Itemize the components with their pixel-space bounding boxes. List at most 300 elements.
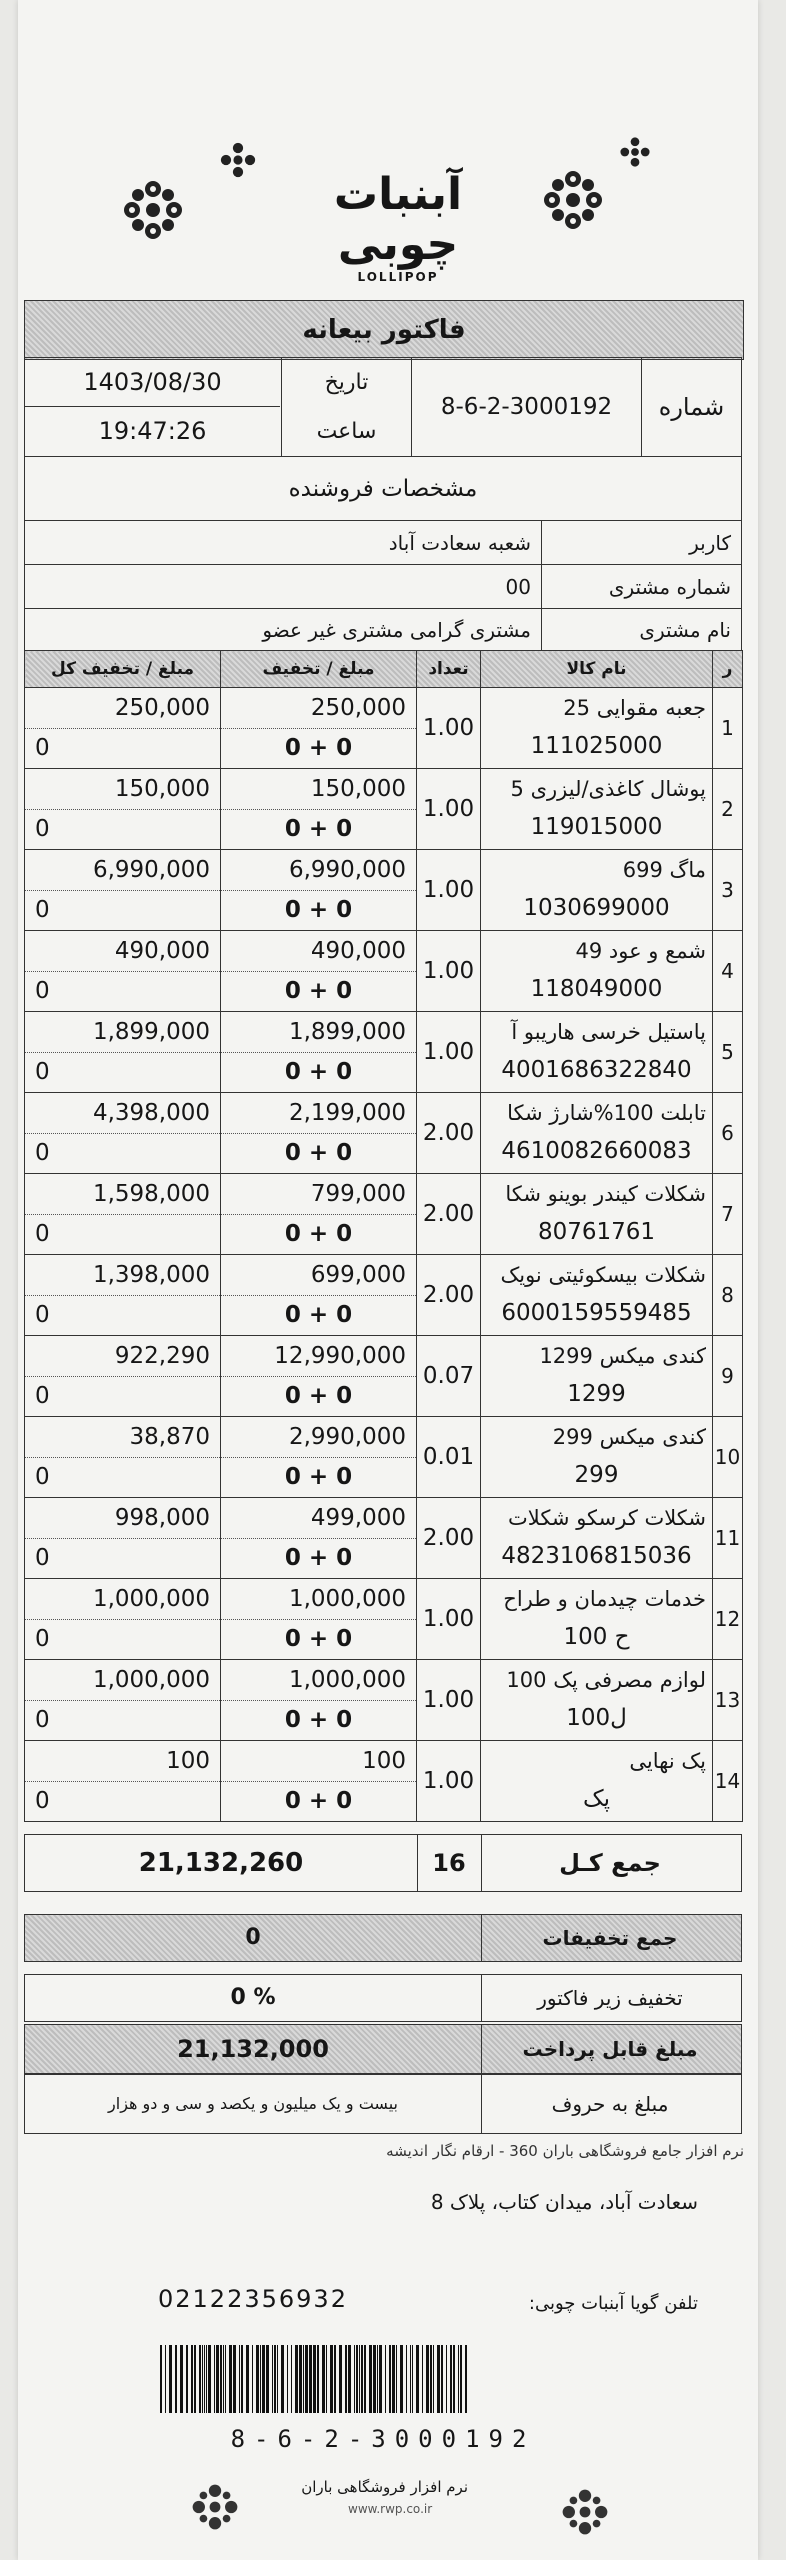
item-total-cell xyxy=(25,1336,221,1417)
barcode-bar xyxy=(412,2345,413,2413)
barcode-bar xyxy=(460,2345,462,2413)
item-total-cell xyxy=(25,850,221,931)
item-unit-cell xyxy=(221,1174,417,1255)
barcode-bar xyxy=(322,2345,325,2413)
item-total-discount: 0 xyxy=(35,1788,50,1814)
item-name-cell xyxy=(481,1498,713,1579)
item-code: 119015000 xyxy=(530,814,663,840)
item-total-discount: 0 xyxy=(35,1302,50,1328)
payable-label: مبلغ قابل پرداخت xyxy=(522,2037,698,2061)
item-total-cell xyxy=(25,1255,221,1336)
item-index: 9 xyxy=(713,1336,743,1417)
item-total: 1,899,000 xyxy=(25,1012,220,1053)
item-index: 6 xyxy=(713,1093,743,1174)
item-unit-discount: 0 + 0 xyxy=(284,978,353,1004)
barcode-bar xyxy=(260,2345,261,2413)
invoice-header-grid xyxy=(24,357,742,457)
barcode-bar xyxy=(295,2345,298,2413)
customer-number-value: 00 xyxy=(25,565,541,609)
table-row xyxy=(25,1417,743,1498)
barcode-bar xyxy=(389,2345,391,2413)
barcode-bar xyxy=(450,2345,452,2413)
invoice-barcode xyxy=(158,2345,608,2413)
item-total: 998,000 xyxy=(25,1498,220,1539)
header-qty: تعداد xyxy=(417,651,481,688)
item-name-cell xyxy=(481,769,713,850)
item-total: 1,398,000 xyxy=(25,1255,220,1296)
item-total-cell xyxy=(25,1012,221,1093)
item-unit-cell xyxy=(221,1012,417,1093)
table-row xyxy=(25,850,743,931)
item-total-cell xyxy=(25,1498,221,1579)
barcode-bar xyxy=(416,2345,419,2413)
item-name: پاستیل خرسی هاریبو آ xyxy=(511,1020,706,1044)
item-total: 1,000,000 xyxy=(25,1579,220,1620)
item-unit-cell xyxy=(221,688,417,769)
item-unit-price: 250,000 xyxy=(221,688,416,729)
item-unit-price: 1,000,000 xyxy=(221,1579,416,1620)
item-unit-price: 1,000,000 xyxy=(221,1660,416,1701)
item-unit-cell xyxy=(221,1660,417,1741)
barcode-bar xyxy=(239,2345,240,2413)
item-unit-price: 100 xyxy=(221,1741,416,1782)
item-total-discount: 0 xyxy=(35,1140,50,1166)
barcode-bar xyxy=(291,2345,292,2413)
customer-number-label: شماره مشتری xyxy=(541,565,741,609)
vendor-logo-right-icon xyxy=(558,2485,612,2539)
barcode-bar xyxy=(410,2345,411,2413)
item-unit-cell xyxy=(221,850,417,931)
item-qty: 0.07 xyxy=(417,1336,481,1417)
item-unit-cell xyxy=(221,1093,417,1174)
item-total-discount: 0 xyxy=(35,1383,50,1409)
item-name: خدمات چیدمان و طراح xyxy=(503,1587,706,1611)
item-total-discount: 0 xyxy=(35,1545,50,1571)
item-total-discount: 0 xyxy=(35,735,50,761)
barcode-bar xyxy=(396,2345,397,2413)
barcode-bar xyxy=(317,2345,319,2413)
barcode-bar xyxy=(216,2345,219,2413)
item-index: 4 xyxy=(713,931,743,1012)
vendor-url: www.rwp.co.ir xyxy=(348,2502,433,2516)
item-name: شکلات کرسکو شکلات xyxy=(508,1506,706,1530)
date-label: تاریخ xyxy=(281,358,411,407)
item-total-discount: 0 xyxy=(35,1626,50,1652)
item-unit-discount: 0 + 0 xyxy=(284,1383,353,1409)
barcode-bar xyxy=(220,2345,222,2413)
table-row xyxy=(25,688,743,769)
vendor-name: نرم افزار فروشگاهی باران xyxy=(301,2478,468,2496)
barcode-bar xyxy=(453,2345,455,2413)
table-row xyxy=(25,1498,743,1579)
barcode-bar xyxy=(422,2345,423,2413)
barcode-bar xyxy=(356,2345,358,2413)
barcode-number: 8-6-2-3000192 xyxy=(230,2425,536,2453)
items-table xyxy=(24,650,743,1822)
item-name: شکلات بیسکوئیتی نویک xyxy=(500,1263,706,1287)
item-unit-price: 699,000 xyxy=(221,1255,416,1296)
invoice-discount-value: 0 % xyxy=(25,1975,482,2021)
barcode-bar xyxy=(345,2345,347,2413)
item-qty: 1.00 xyxy=(417,769,481,850)
user-label: کاربر xyxy=(541,521,741,565)
item-unit-discount: 0 + 0 xyxy=(284,816,353,842)
item-name: پک نهایی xyxy=(629,1749,706,1773)
item-name: جعبه مقوایی 25 xyxy=(563,696,706,720)
barcode-bar xyxy=(441,2345,443,2413)
item-code: 4001686322840 xyxy=(501,1057,692,1083)
barcode-bar xyxy=(430,2345,432,2413)
sum-row xyxy=(24,1834,742,1892)
item-qty: 1.00 xyxy=(417,1012,481,1093)
item-total: 150,000 xyxy=(25,769,220,810)
item-unit-price: 499,000 xyxy=(221,1498,416,1539)
item-name: پوشال کاغذی/لیزری 5 xyxy=(510,777,706,801)
barcode-bar xyxy=(400,2345,403,2413)
barcode-bar xyxy=(458,2345,459,2413)
item-qty: 1.00 xyxy=(417,688,481,769)
item-total-discount: 0 xyxy=(35,1221,50,1247)
barcode-bar xyxy=(326,2345,327,2413)
item-total-cell xyxy=(25,769,221,850)
phone-label: تلفن گویا آبنبات چوبی: xyxy=(528,2293,698,2314)
item-total-cell xyxy=(25,1417,221,1498)
barcode-bar xyxy=(303,2345,304,2413)
table-row xyxy=(25,769,743,850)
item-index: 10 xyxy=(713,1417,743,1498)
sum-amount: 21,132,260 xyxy=(25,1835,418,1891)
item-name-cell xyxy=(481,1660,713,1741)
barcode-bar xyxy=(272,2345,273,2413)
item-unit-discount: 0 + 0 xyxy=(284,1059,353,1085)
item-qty: 2.00 xyxy=(417,1174,481,1255)
item-total-cell xyxy=(25,1174,221,1255)
user-value: شعبه سعادت آباد xyxy=(25,521,541,565)
item-code: 1030699000 xyxy=(523,895,670,921)
barcode-bar xyxy=(165,2345,166,2413)
amount-in-words-value: بیست و یک میلیون و یکصد و سی و دو هزار xyxy=(25,2075,482,2133)
item-qty: 1.00 xyxy=(417,931,481,1012)
barcode-bar xyxy=(305,2345,308,2413)
item-unit-cell xyxy=(221,1417,417,1498)
item-total: 490,000 xyxy=(25,931,220,972)
barcode-bar xyxy=(313,2345,316,2413)
barcode-bar xyxy=(262,2345,265,2413)
item-unit-cell xyxy=(221,931,417,1012)
item-total-cell xyxy=(25,688,221,769)
brand-name-fa: آبنبات چوبی xyxy=(333,169,463,270)
item-code: پک xyxy=(583,1786,610,1812)
item-name-cell xyxy=(481,1336,713,1417)
barcode-bar xyxy=(266,2345,269,2413)
item-unit-price: 1,899,000 xyxy=(221,1012,416,1053)
invoice-time: 19:47:26 xyxy=(98,417,207,445)
barcode-bar xyxy=(334,2345,336,2413)
item-code: 80761761 xyxy=(537,1219,656,1245)
table-row xyxy=(25,1660,743,1741)
item-total-cell xyxy=(25,1660,221,1741)
barcode-bar xyxy=(169,2345,172,2413)
sum-label: جمع کـل xyxy=(559,1849,661,1877)
barcode-bar xyxy=(199,2345,201,2413)
item-unit-discount: 0 + 0 xyxy=(284,1788,353,1814)
item-index: 7 xyxy=(713,1174,743,1255)
barcode-bar xyxy=(339,2345,342,2413)
invoice-discount-row xyxy=(24,1974,742,2022)
barcode-bar xyxy=(287,2345,288,2413)
table-row xyxy=(25,1579,743,1660)
item-total-discount: 0 xyxy=(35,978,50,1004)
barcode-bar xyxy=(180,2345,183,2413)
software-note: نرم افزار جامع فروشگاهی باران 360 - ارقام نگار اندیشه xyxy=(386,2142,744,2160)
item-code: 6000159559485 xyxy=(501,1300,692,1326)
item-unit-price: 6,990,000 xyxy=(221,850,416,891)
item-name-cell xyxy=(481,1255,713,1336)
barcode-bar xyxy=(256,2345,259,2413)
item-total-discount: 0 xyxy=(35,897,50,923)
barcode-bar xyxy=(246,2345,249,2413)
item-unit-discount: 0 + 0 xyxy=(284,735,353,761)
store-address: سعادت آباد، میدان کتاب، پلاک 8 xyxy=(430,2190,698,2214)
item-total-discount: 0 xyxy=(35,1059,50,1085)
barcode-bar xyxy=(160,2345,162,2413)
item-unit-cell xyxy=(221,1498,417,1579)
item-name: شکلات کیندر بوینو شکا xyxy=(505,1182,706,1206)
item-name: تابلت 100%شارژ شکا xyxy=(507,1101,706,1125)
discounts-row xyxy=(24,1914,742,1962)
item-name-cell xyxy=(481,850,713,931)
item-total: 38,870 xyxy=(25,1417,220,1458)
amount-in-words-row xyxy=(24,2074,742,2134)
item-total-cell xyxy=(25,1579,221,1660)
item-qty: 2.00 xyxy=(417,1498,481,1579)
item-index: 1 xyxy=(713,688,743,769)
item-total: 1,598,000 xyxy=(25,1174,220,1215)
item-unit-price: 150,000 xyxy=(221,769,416,810)
barcode-bar xyxy=(465,2345,467,2413)
customer-name-label: نام مشتری xyxy=(541,609,741,651)
barcode-bar xyxy=(309,2345,312,2413)
item-unit-discount: 0 + 0 xyxy=(284,1707,353,1733)
barcode-bar xyxy=(277,2345,278,2413)
barcode-bar xyxy=(385,2345,386,2413)
item-total: 250,000 xyxy=(25,688,220,729)
barcode-bar xyxy=(223,2345,224,2413)
barcode-bar xyxy=(359,2345,360,2413)
barcode-bar xyxy=(252,2345,253,2413)
invoice-date: 1403/08/30 xyxy=(25,358,280,407)
item-name: لوازم مصرفی پک 100 xyxy=(506,1668,706,1692)
item-qty: 0.01 xyxy=(417,1417,481,1498)
item-total: 922,290 xyxy=(25,1336,220,1377)
item-name-cell xyxy=(481,1174,713,1255)
item-index: 13 xyxy=(713,1660,743,1741)
vendor-logo-left-icon xyxy=(188,2480,242,2534)
barcode-bar xyxy=(214,2345,215,2413)
item-unit-discount: 0 + 0 xyxy=(284,1221,353,1247)
barcode-bar xyxy=(377,2345,378,2413)
item-unit-price: 2,990,000 xyxy=(221,1417,416,1458)
barcode-bar xyxy=(348,2345,351,2413)
barcode-bar xyxy=(281,2345,284,2413)
phone-number: 02122356932 xyxy=(158,2285,348,2313)
item-qty: 1.00 xyxy=(417,1741,481,1822)
item-name-cell xyxy=(481,1093,713,1174)
flower-small-icon xyxy=(218,140,258,180)
item-unit-discount: 0 + 0 xyxy=(284,1140,353,1166)
barcode-bar xyxy=(406,2345,407,2413)
barcode-bar xyxy=(206,2345,207,2413)
item-unit-discount: 0 + 0 xyxy=(284,1302,353,1328)
table-row xyxy=(25,1741,743,1822)
barcode-bar xyxy=(361,2345,363,2413)
item-name-cell xyxy=(481,1012,713,1093)
item-total-cell xyxy=(25,1741,221,1822)
item-qty: 2.00 xyxy=(417,1255,481,1336)
item-unit-discount: 0 + 0 xyxy=(284,1545,353,1571)
item-index: 2 xyxy=(713,769,743,850)
item-total: 1,000,000 xyxy=(25,1660,220,1701)
item-code: ل100 xyxy=(566,1705,627,1731)
item-name-cell xyxy=(481,688,713,769)
item-unit-cell xyxy=(221,1336,417,1417)
item-name-cell xyxy=(481,1579,713,1660)
item-index: 5 xyxy=(713,1012,743,1093)
item-code: 4823106815036 xyxy=(501,1543,692,1569)
item-unit-cell xyxy=(221,1255,417,1336)
item-index: 12 xyxy=(713,1579,743,1660)
item-index: 3 xyxy=(713,850,743,931)
item-total: 6,990,000 xyxy=(25,850,220,891)
item-code: 111025000 xyxy=(530,733,663,759)
customer-name-value: مشتری گرامی مشتری غیر عضو xyxy=(262,618,531,642)
table-row xyxy=(25,1336,743,1417)
barcode-bar xyxy=(299,2345,302,2413)
item-name-cell xyxy=(481,1417,713,1498)
item-total: 4,398,000 xyxy=(25,1093,220,1134)
barcode-bar xyxy=(379,2345,382,2413)
barcode-bar xyxy=(241,2345,243,2413)
barcode-bar xyxy=(364,2345,366,2413)
amount-in-words-label: مبلغ به حروف xyxy=(551,2092,669,2116)
barcode-bar xyxy=(208,2345,211,2413)
barcode-bar xyxy=(204,2345,205,2413)
brand-logo xyxy=(278,170,518,284)
table-header-row xyxy=(25,651,743,688)
item-unit-cell xyxy=(221,769,417,850)
barcode-bar xyxy=(433,2345,434,2413)
invoice-discount-label: تخفیف زیر فاکتور xyxy=(537,1986,683,2010)
item-name-cell xyxy=(481,1741,713,1822)
item-index: 14 xyxy=(713,1741,743,1822)
item-total-discount: 0 xyxy=(35,816,50,842)
discounts-value: 0 xyxy=(25,1915,482,1961)
barcode-bar xyxy=(229,2345,232,2413)
header-name: نام کالا xyxy=(481,651,713,688)
barcode-bar xyxy=(191,2345,193,2413)
item-qty: 2.00 xyxy=(417,1093,481,1174)
item-name: ماگ 699 xyxy=(622,858,706,882)
item-name: شمع و عود 49 xyxy=(575,939,706,963)
item-index: 8 xyxy=(713,1255,743,1336)
item-unit-discount: 0 + 0 xyxy=(284,1464,353,1490)
item-code: ح 100 xyxy=(563,1624,630,1650)
item-code: 4610082660083 xyxy=(501,1138,692,1164)
item-unit-price: 799,000 xyxy=(221,1174,416,1215)
item-index: 11 xyxy=(713,1498,743,1579)
header-unit: مبلغ / تخفیف xyxy=(221,651,417,688)
barcode-bar xyxy=(446,2345,447,2413)
item-unit-cell xyxy=(221,1579,417,1660)
item-qty: 1.00 xyxy=(417,1660,481,1741)
flower-small-right-icon xyxy=(618,135,652,169)
item-name: کندی میکس 299 xyxy=(552,1425,706,1449)
barcode-bar xyxy=(373,2345,376,2413)
item-total-discount: 0 xyxy=(35,1464,50,1490)
table-row xyxy=(25,1012,743,1093)
item-code: 1299 xyxy=(567,1381,626,1407)
flower-left-icon xyxy=(118,175,188,245)
invoice-title: فاکتور بیعانه xyxy=(24,300,744,360)
barcode-bar xyxy=(175,2345,177,2413)
item-total-cell xyxy=(25,931,221,1012)
barcode-bar xyxy=(437,2345,440,2413)
barcode-bar xyxy=(233,2345,236,2413)
barcode-bar xyxy=(354,2345,355,2413)
table-row xyxy=(25,1255,743,1336)
payable-row xyxy=(24,2024,742,2074)
seller-section-title: مشخصات فروشنده xyxy=(25,457,741,521)
barcode-bar xyxy=(392,2345,395,2413)
item-unit-price: 2,199,000 xyxy=(221,1093,416,1134)
item-qty: 1.00 xyxy=(417,1579,481,1660)
item-unit-cell xyxy=(221,1741,417,1822)
barcode-bar xyxy=(426,2345,429,2413)
discounts-label: جمع تخفیفات xyxy=(542,1926,678,1950)
item-unit-discount: 0 + 0 xyxy=(284,1626,353,1652)
barcode-bar xyxy=(369,2345,372,2413)
header-idx: ر xyxy=(713,651,743,688)
barcode-bar xyxy=(194,2345,196,2413)
table-row xyxy=(25,1174,743,1255)
barcode-bar xyxy=(202,2345,203,2413)
item-total-discount: 0 xyxy=(35,1707,50,1733)
item-total-cell xyxy=(25,1093,221,1174)
barcode-bar xyxy=(274,2345,276,2413)
item-unit-discount: 0 + 0 xyxy=(284,897,353,923)
barcode-bar xyxy=(225,2345,226,2413)
table-row xyxy=(25,931,743,1012)
barcode-bar xyxy=(186,2345,188,2413)
time-label: ساعت xyxy=(281,407,411,456)
seller-section xyxy=(24,456,742,652)
item-unit-price: 12,990,000 xyxy=(221,1336,416,1377)
brand-name-en: LOLLIPOP xyxy=(357,270,439,284)
invoice-number-label: شماره xyxy=(641,358,741,456)
invoice-number: 8-6-2-3000192 xyxy=(411,358,641,456)
header-total: مبلغ / تخفیف کل xyxy=(25,651,221,688)
receipt-paper xyxy=(18,0,758,2560)
sum-qty: 16 xyxy=(417,1835,482,1891)
item-unit-price: 490,000 xyxy=(221,931,416,972)
item-code: 299 xyxy=(574,1462,619,1488)
barcode-bar xyxy=(330,2345,333,2413)
item-qty: 1.00 xyxy=(417,850,481,931)
payable-value: 21,132,000 xyxy=(25,2025,482,2073)
flower-right-icon xyxy=(538,165,608,235)
item-name: کندی میکس 1299 xyxy=(539,1344,706,1368)
table-row xyxy=(25,1093,743,1174)
